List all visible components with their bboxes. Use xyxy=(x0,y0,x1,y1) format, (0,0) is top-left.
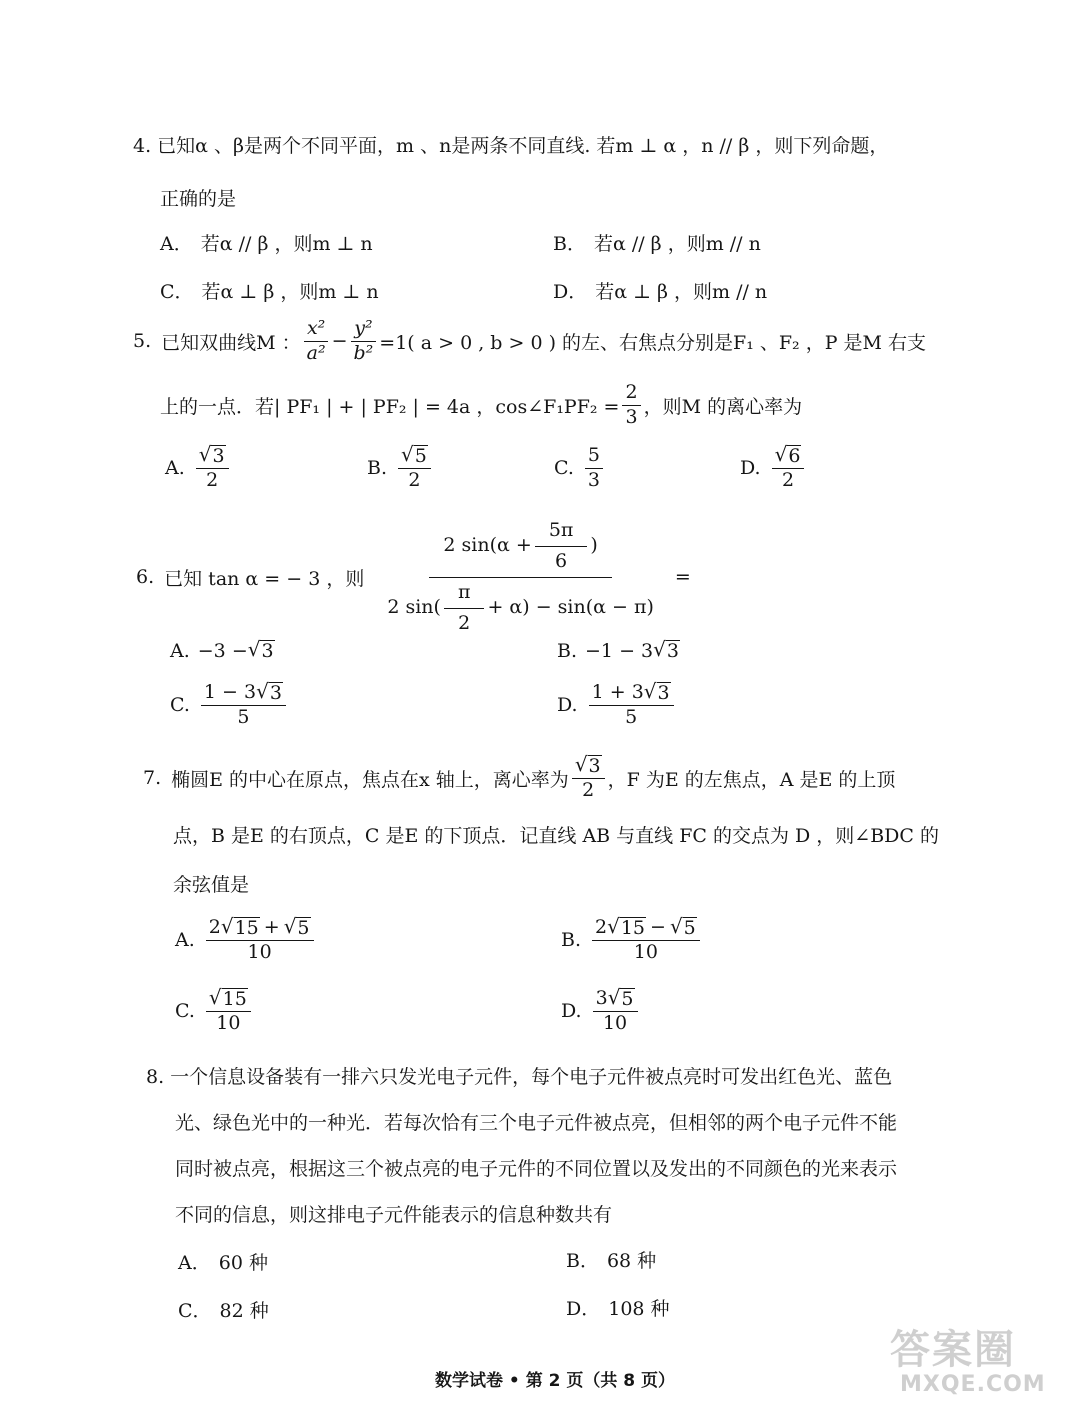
denominator: a² xyxy=(306,341,326,364)
radicand: 5 xyxy=(683,917,696,939)
option-label: C． xyxy=(160,281,194,303)
operator: − xyxy=(650,916,666,938)
option-fraction: √ 3 2 xyxy=(196,445,229,492)
q5-line2-pre: 上的一点．若| PF₁ | + | PF₂ | = 4a ，cos∠F₁PF₂ = xyxy=(160,395,620,418)
q5-option-d xyxy=(740,442,807,492)
radicand: 3 xyxy=(657,682,670,704)
option-label: B. xyxy=(367,457,388,480)
denominator: 2 xyxy=(206,468,219,491)
watermark-site: MXQE.COM xyxy=(900,1372,1046,1397)
numerator: y² xyxy=(351,318,375,342)
q8-stem-2: 光、绿色光中的一种光．若每次恰有三个电子元件被点亮，但相邻的两个电子元件不能 xyxy=(175,1112,898,1134)
q6-pre: 已知 tan α = − 3 ，则 xyxy=(164,567,365,590)
inner-fraction xyxy=(535,520,588,573)
q6-option-a: A. −3 − √ 3 xyxy=(170,637,274,663)
radicand: 15 xyxy=(234,917,259,939)
option-text: 60 种 xyxy=(218,1252,268,1274)
denominator: b² xyxy=(353,341,374,364)
radicand: 5 xyxy=(621,988,634,1010)
option-fraction xyxy=(585,445,603,492)
y-fraction xyxy=(351,318,377,365)
q8-option-c xyxy=(178,1296,269,1323)
option-label: B. xyxy=(557,640,578,662)
option-label: A. xyxy=(175,929,195,952)
coefficient: 2 xyxy=(208,916,221,938)
radicand: 6 xyxy=(788,445,801,467)
option-label: D. xyxy=(557,694,578,717)
option-label: D． xyxy=(553,281,588,303)
q4-option-c xyxy=(160,277,379,304)
denominator: 3 xyxy=(587,468,600,491)
q7-pre: 椭圆E 的中心在原点，焦点在x 轴上，离心率为 xyxy=(171,768,569,791)
denominator: 6 xyxy=(555,549,568,572)
option-text: 若α // β ，则m ⊥ n xyxy=(200,233,373,255)
q6-option-d xyxy=(557,679,677,729)
option-fraction: 3 √ 5 10 xyxy=(593,988,638,1035)
denominator: 10 xyxy=(216,1011,241,1034)
option-label: C． xyxy=(178,1300,212,1322)
option-label: C. xyxy=(175,1000,195,1023)
x-fraction xyxy=(304,318,329,365)
q4-option-d xyxy=(553,277,767,304)
option-text: 若α ⊥ β ，则m // n xyxy=(595,281,768,303)
option-text: −1 − 3 xyxy=(585,640,654,662)
cos-fraction xyxy=(622,382,640,429)
q6-main-fraction xyxy=(373,520,668,634)
option-label: A． xyxy=(160,233,193,255)
option-text: 108 种 xyxy=(608,1298,670,1320)
option-fraction: 2 √ 15 + √ 5 10 xyxy=(206,917,314,964)
option-label: C. xyxy=(170,694,190,717)
q7-stem-3: 余弦值是 xyxy=(173,874,250,896)
radicand: 3 xyxy=(588,755,601,777)
q7-option-d xyxy=(561,985,641,1035)
option-label: B. xyxy=(561,929,582,952)
denominator: 10 xyxy=(633,940,658,963)
option-label: D． xyxy=(566,1298,601,1320)
coefficient: 2 xyxy=(595,916,608,938)
denominator: 5 xyxy=(237,705,250,728)
radicand: 3 xyxy=(269,682,282,704)
q6-stem xyxy=(136,520,691,634)
q4-option-a xyxy=(160,229,373,256)
question-number: 6. xyxy=(136,566,155,589)
q6-numerator xyxy=(429,520,611,578)
radicand: 15 xyxy=(620,917,646,939)
question-number: 7. xyxy=(143,767,162,790)
numerator: 5 xyxy=(585,445,603,469)
q8-option-d xyxy=(566,1294,670,1321)
radicand: 5 xyxy=(297,917,310,939)
option-text: 若α // β ，则m // n xyxy=(593,233,761,255)
radicand: 5 xyxy=(414,445,427,467)
option-fraction: √ 6 2 xyxy=(772,445,805,492)
q7-stem xyxy=(143,752,896,802)
q8-option-b xyxy=(566,1246,656,1273)
q4-stem-2: 正确的是 xyxy=(160,188,237,210)
num-pre: 2 sin(α + xyxy=(443,534,532,557)
q7-option-a xyxy=(175,914,317,964)
eccentricity-fraction: √ 3 2 xyxy=(572,755,605,802)
denominator: 2 xyxy=(781,468,795,491)
inner-fraction xyxy=(444,582,485,635)
q5-stem-2 xyxy=(160,382,802,429)
q8-stem-3: 同时被点亮，根据这三个被点亮的电子元件的不同位置以及发出的不同颜色的光来表示 xyxy=(175,1158,898,1180)
denominator: 10 xyxy=(602,1011,628,1034)
numerator: 5π xyxy=(535,520,588,547)
page-footer: 数学试卷 • 第 2 页（共 8 页） xyxy=(435,1371,676,1391)
coefficient: 3 xyxy=(595,987,608,1009)
denominator: 2 xyxy=(408,468,421,491)
option-fraction: √ 15 10 xyxy=(206,988,251,1035)
option-text: 82 种 xyxy=(219,1300,269,1322)
option-label: A. xyxy=(170,640,190,662)
q4-option-b xyxy=(553,229,761,256)
q6-option-b: B. −1 − 3 √ 3 xyxy=(557,637,679,663)
numerator: π xyxy=(444,582,485,609)
radicand: 3 xyxy=(666,640,679,663)
q5-stem xyxy=(133,318,926,365)
q5-post: =1( a > 0 , b > 0 ) 的左、右焦点分别是F₁ 、F₂ ，P 是M 右支 xyxy=(379,331,927,354)
option-label: A. xyxy=(165,457,185,480)
question-number: 5. xyxy=(133,330,152,353)
denominator: 2 xyxy=(582,778,595,801)
q4-stem: 4. 已知α 、β是两个不同平面，m 、n是两条不同直线. 若m ⊥ α ，n // β ，则下列命题， xyxy=(133,135,889,157)
option-text: 68 种 xyxy=(606,1250,657,1272)
q5-pre: 已知双曲线M ： xyxy=(161,331,301,354)
q5-option-a xyxy=(165,442,232,492)
num-post: ) xyxy=(590,534,598,557)
operator: + xyxy=(263,916,280,938)
option-label: A． xyxy=(178,1252,211,1274)
option-text: −3 − xyxy=(197,640,248,662)
q8-stem: 8. 一个信息设备装有一排六只发光电子元件，每个电子元件被点亮时可发出红色光、蓝色 xyxy=(146,1066,893,1088)
denominator: 3 xyxy=(625,405,638,428)
den-pre: 2 sin( xyxy=(387,596,441,619)
q5-line2-post: ，则M 的离心率为 xyxy=(643,395,803,418)
option-label: B． xyxy=(553,233,586,255)
radicand: 3 xyxy=(212,445,225,467)
q5-option-b xyxy=(367,442,434,492)
option-label: C. xyxy=(554,457,574,480)
numerator: x² xyxy=(304,318,328,342)
option-fraction: 2 √ 15 − √ 5 10 xyxy=(592,917,700,964)
watermark-brand: 答案圈 xyxy=(890,1327,1016,1373)
option-fraction: √ 5 2 xyxy=(398,445,431,492)
option-text: 若α ⊥ β ，则m ⊥ n xyxy=(201,281,379,303)
option-fraction: 1 + 3 √ 3 5 xyxy=(589,682,674,729)
q8-option-a xyxy=(178,1248,268,1275)
q7-stem-2: 点，B 是E 的右顶点，C 是E 的下顶点．记直线 AB 与直线 FC 的交点为 D ，则∠BDC 的 xyxy=(173,825,939,847)
numerator: 2 xyxy=(622,382,640,406)
option-label: D. xyxy=(740,457,761,480)
den-post: + α) − sin(α − π) xyxy=(487,596,654,619)
q8-stem-4: 不同的信息，则这排电子元件能表示的信息种数共有 xyxy=(175,1204,613,1226)
denominator: 2 xyxy=(458,611,471,634)
numerator-text: 1 − 3 xyxy=(203,681,257,703)
numerator-text: 1 + 3 xyxy=(591,681,644,703)
equals: = xyxy=(674,566,691,589)
q7-post: ，F 为E 的左焦点，A 是E 的上顶 xyxy=(607,768,896,791)
q6-denominator xyxy=(373,578,668,635)
denominator: 10 xyxy=(247,940,272,963)
radicand: 3 xyxy=(261,640,274,663)
minus: − xyxy=(331,330,348,353)
radicand: 15 xyxy=(222,988,247,1010)
option-fraction: 1 − 3 √ 3 5 xyxy=(201,682,286,729)
q5-option-c xyxy=(554,445,606,492)
q6-option-c xyxy=(170,679,289,729)
q7-option-c xyxy=(175,985,254,1035)
option-label: D. xyxy=(561,1000,582,1023)
denominator: 5 xyxy=(625,705,638,728)
option-label: B． xyxy=(566,1250,599,1272)
q7-option-b xyxy=(561,914,703,964)
